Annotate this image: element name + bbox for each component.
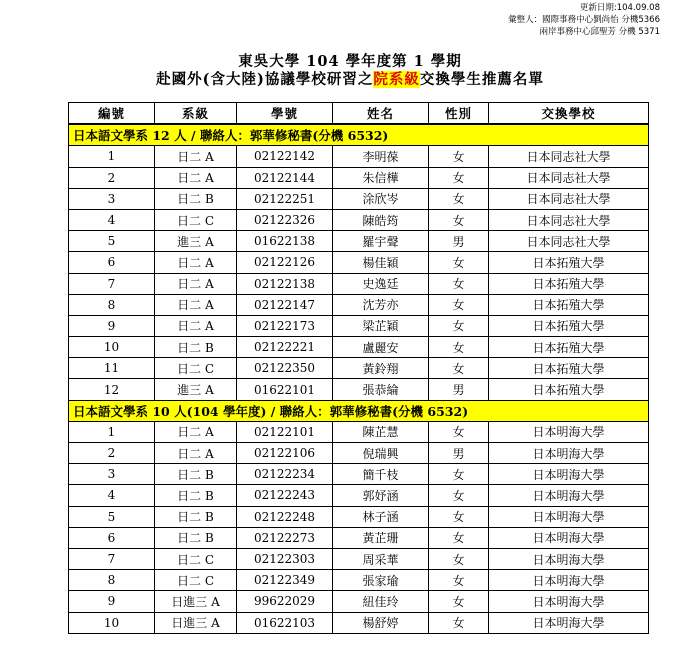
cell-student-id: 02122248 [237, 506, 333, 527]
cell-student-id: 02122101 [237, 421, 333, 442]
cell-number: 10 [69, 612, 155, 633]
cell-class: 日二 B [155, 485, 237, 506]
cell-name: 倪瑞興 [333, 443, 429, 464]
cell-gender: 女 [429, 485, 489, 506]
cell-number: 5 [69, 506, 155, 527]
table-row [69, 464, 649, 485]
cell-class: 日二 C [155, 548, 237, 569]
cell-gender: 女 [429, 591, 489, 612]
cell-name: 張恭綸 [333, 379, 429, 400]
subtitle-post: 交換學生推薦名單 [419, 71, 544, 88]
cell-name: 涂欣岑 [333, 188, 429, 209]
cell-class: 日二 C [155, 570, 237, 591]
table-row [69, 231, 649, 252]
update-date: 更新日期:104.09.08 [579, 3, 660, 13]
cell-number: 9 [69, 591, 155, 612]
header-school: 交換學校 [489, 103, 649, 125]
cell-class: 日二 B [155, 337, 237, 358]
cell-name: 楊佳穎 [333, 252, 429, 273]
cell-number: 8 [69, 294, 155, 315]
cell-school: 日本明海大學 [489, 612, 649, 633]
cell-gender: 男 [429, 379, 489, 400]
cell-number: 9 [69, 315, 155, 336]
cell-student-id: 02122126 [237, 252, 333, 273]
cell-school: 日本明海大學 [489, 443, 649, 464]
cell-class: 進三 A [155, 231, 237, 252]
cell-school: 日本拓殖大學 [489, 273, 649, 294]
cell-class: 日二 A [155, 443, 237, 464]
cell-name: 張家瑜 [333, 570, 429, 591]
table-row [69, 337, 649, 358]
cell-school: 日本明海大學 [489, 506, 649, 527]
cell-student-id: 01622101 [237, 379, 333, 400]
cell-student-id: 02122273 [237, 527, 333, 548]
cell-number: 3 [69, 188, 155, 209]
table-row [69, 167, 649, 188]
cell-student-id: 02122349 [237, 570, 333, 591]
cell-student-id: 02122144 [237, 167, 333, 188]
header-gender: 性別 [429, 103, 489, 125]
table-row [69, 506, 649, 527]
cell-name: 梁芷穎 [333, 315, 429, 336]
table-header-row [69, 103, 649, 125]
cell-number: 4 [69, 485, 155, 506]
cell-name: 史逸廷 [333, 273, 429, 294]
cell-student-id: 02122147 [237, 294, 333, 315]
cell-gender: 女 [429, 421, 489, 442]
cell-number: 4 [69, 209, 155, 230]
subtitle-pre: 赴國外(含大陸)協議學校研習之 [156, 71, 374, 88]
cell-number: 7 [69, 273, 155, 294]
cell-number: 8 [69, 570, 155, 591]
cell-number: 10 [69, 337, 155, 358]
cell-class: 日二 A [155, 294, 237, 315]
cell-school: 日本拓殖大學 [489, 358, 649, 379]
table-row [69, 548, 649, 569]
cell-name: 簡千枝 [333, 464, 429, 485]
cell-school: 日本明海大學 [489, 527, 649, 548]
cell-gender: 女 [429, 612, 489, 633]
cell-name: 陳皓筠 [333, 209, 429, 230]
cell-school: 日本同志社大學 [489, 167, 649, 188]
table-row [69, 421, 649, 442]
cell-student-id: 99622029 [237, 591, 333, 612]
cell-student-id: 02122138 [237, 273, 333, 294]
cell-school: 日本拓殖大學 [489, 379, 649, 400]
cell-name: 郭妤涵 [333, 485, 429, 506]
cell-name: 黃芷珊 [333, 527, 429, 548]
cell-gender: 女 [429, 294, 489, 315]
cell-school: 日本拓殖大學 [489, 252, 649, 273]
cell-name: 朱信樺 [333, 167, 429, 188]
cell-number: 6 [69, 252, 155, 273]
table-body [69, 124, 649, 633]
table-row [69, 591, 649, 612]
cell-class: 日二 A [155, 146, 237, 167]
cell-class: 日二 B [155, 506, 237, 527]
group-label: 日本語文學系 12 人 / 聯絡人：郭華修秘書(分機 6532) [69, 124, 649, 146]
table-row [69, 358, 649, 379]
cell-gender: 女 [429, 167, 489, 188]
header-name: 姓名 [333, 103, 429, 125]
cell-gender: 女 [429, 337, 489, 358]
cell-name: 李明葆 [333, 146, 429, 167]
cell-class: 日二 A [155, 421, 237, 442]
cell-number: 1 [69, 146, 155, 167]
cell-name: 楊舒婷 [333, 612, 429, 633]
cell-school: 日本明海大學 [489, 591, 649, 612]
exchange-student-table [68, 102, 649, 634]
cell-student-id: 02122221 [237, 337, 333, 358]
cell-gender: 女 [429, 464, 489, 485]
compiler-line-1: 彙整人：國際事務中心劉尚怡 分機5366 [508, 15, 660, 25]
table-row [69, 612, 649, 633]
cell-number: 12 [69, 379, 155, 400]
cell-name: 盧麗安 [333, 337, 429, 358]
table-row [69, 527, 649, 548]
cell-gender: 女 [429, 188, 489, 209]
cell-name: 沈芳亦 [333, 294, 429, 315]
cell-number: 11 [69, 358, 155, 379]
cell-gender: 女 [429, 146, 489, 167]
compiler-line-2: 兩岸事務中心邱聖芳 分機 5371 [539, 27, 660, 37]
header-number: 編號 [69, 103, 155, 125]
cell-school: 日本同志社大學 [489, 231, 649, 252]
cell-number: 2 [69, 167, 155, 188]
cell-class: 進三 A [155, 379, 237, 400]
header-class: 系級 [155, 103, 237, 125]
cell-student-id: 01622103 [237, 612, 333, 633]
cell-school: 日本明海大學 [489, 485, 649, 506]
cell-gender: 女 [429, 358, 489, 379]
cell-class: 日二 B [155, 188, 237, 209]
cell-number: 5 [69, 231, 155, 252]
cell-class: 日二 A [155, 167, 237, 188]
cell-class: 日二 C [155, 209, 237, 230]
cell-class: 日二 A [155, 273, 237, 294]
cell-name: 林子涵 [333, 506, 429, 527]
cell-gender: 女 [429, 209, 489, 230]
document-title: 東吳大學 104 學年度第 1 學期 [238, 53, 462, 70]
cell-gender: 女 [429, 252, 489, 273]
cell-student-id: 02122350 [237, 358, 333, 379]
cell-class: 日進三 A [155, 591, 237, 612]
cell-student-id: 02122234 [237, 464, 333, 485]
table-row [69, 188, 649, 209]
cell-school: 日本拓殖大學 [489, 315, 649, 336]
table-row [69, 146, 649, 167]
document-subtitle [0, 68, 700, 89]
cell-gender: 女 [429, 315, 489, 336]
document-meta [508, 2, 660, 38]
cell-school: 日本明海大學 [489, 570, 649, 591]
cell-school: 日本同志社大學 [489, 209, 649, 230]
subtitle-highlight: 院系級 [373, 71, 420, 88]
table-row [69, 315, 649, 336]
group-header-row [69, 124, 649, 146]
cell-gender: 女 [429, 527, 489, 548]
cell-class: 日進三 A [155, 612, 237, 633]
cell-class: 日二 A [155, 252, 237, 273]
cell-student-id: 02122303 [237, 548, 333, 569]
group-header-row [69, 400, 649, 421]
table-row [69, 570, 649, 591]
table-row [69, 485, 649, 506]
cell-gender: 男 [429, 443, 489, 464]
cell-name: 周采華 [333, 548, 429, 569]
cell-gender: 女 [429, 506, 489, 527]
cell-class: 日二 C [155, 358, 237, 379]
cell-student-id: 02122142 [237, 146, 333, 167]
cell-name: 紐佳玲 [333, 591, 429, 612]
cell-school: 日本拓殖大學 [489, 337, 649, 358]
cell-student-id: 02122326 [237, 209, 333, 230]
table-row [69, 379, 649, 400]
cell-name: 黃鈴翔 [333, 358, 429, 379]
table-row [69, 252, 649, 273]
cell-number: 1 [69, 421, 155, 442]
group-label: 日本語文學系 10 人(104 學年度) / 聯絡人：郭華修秘書(分機 6532) [69, 400, 649, 421]
cell-class: 日二 B [155, 464, 237, 485]
cell-school: 日本同志社大學 [489, 188, 649, 209]
cell-gender: 女 [429, 548, 489, 569]
cell-student-id: 02122173 [237, 315, 333, 336]
cell-class: 日二 A [155, 315, 237, 336]
cell-student-id: 02122243 [237, 485, 333, 506]
header-student-id: 學號 [237, 103, 333, 125]
cell-number: 7 [69, 548, 155, 569]
cell-name: 羅宇聲 [333, 231, 429, 252]
cell-student-id: 02122251 [237, 188, 333, 209]
cell-school: 日本拓殖大學 [489, 294, 649, 315]
table-row [69, 294, 649, 315]
table-row [69, 209, 649, 230]
table-row [69, 443, 649, 464]
cell-gender: 女 [429, 273, 489, 294]
cell-number: 6 [69, 527, 155, 548]
cell-school: 日本明海大學 [489, 464, 649, 485]
cell-gender: 女 [429, 570, 489, 591]
cell-number: 3 [69, 464, 155, 485]
cell-class: 日二 B [155, 527, 237, 548]
cell-name: 陳芷慧 [333, 421, 429, 442]
cell-school: 日本同志社大學 [489, 146, 649, 167]
table-row [69, 273, 649, 294]
cell-school: 日本明海大學 [489, 421, 649, 442]
cell-student-id: 01622138 [237, 231, 333, 252]
cell-gender: 男 [429, 231, 489, 252]
cell-student-id: 02122106 [237, 443, 333, 464]
cell-number: 2 [69, 443, 155, 464]
cell-school: 日本明海大學 [489, 548, 649, 569]
